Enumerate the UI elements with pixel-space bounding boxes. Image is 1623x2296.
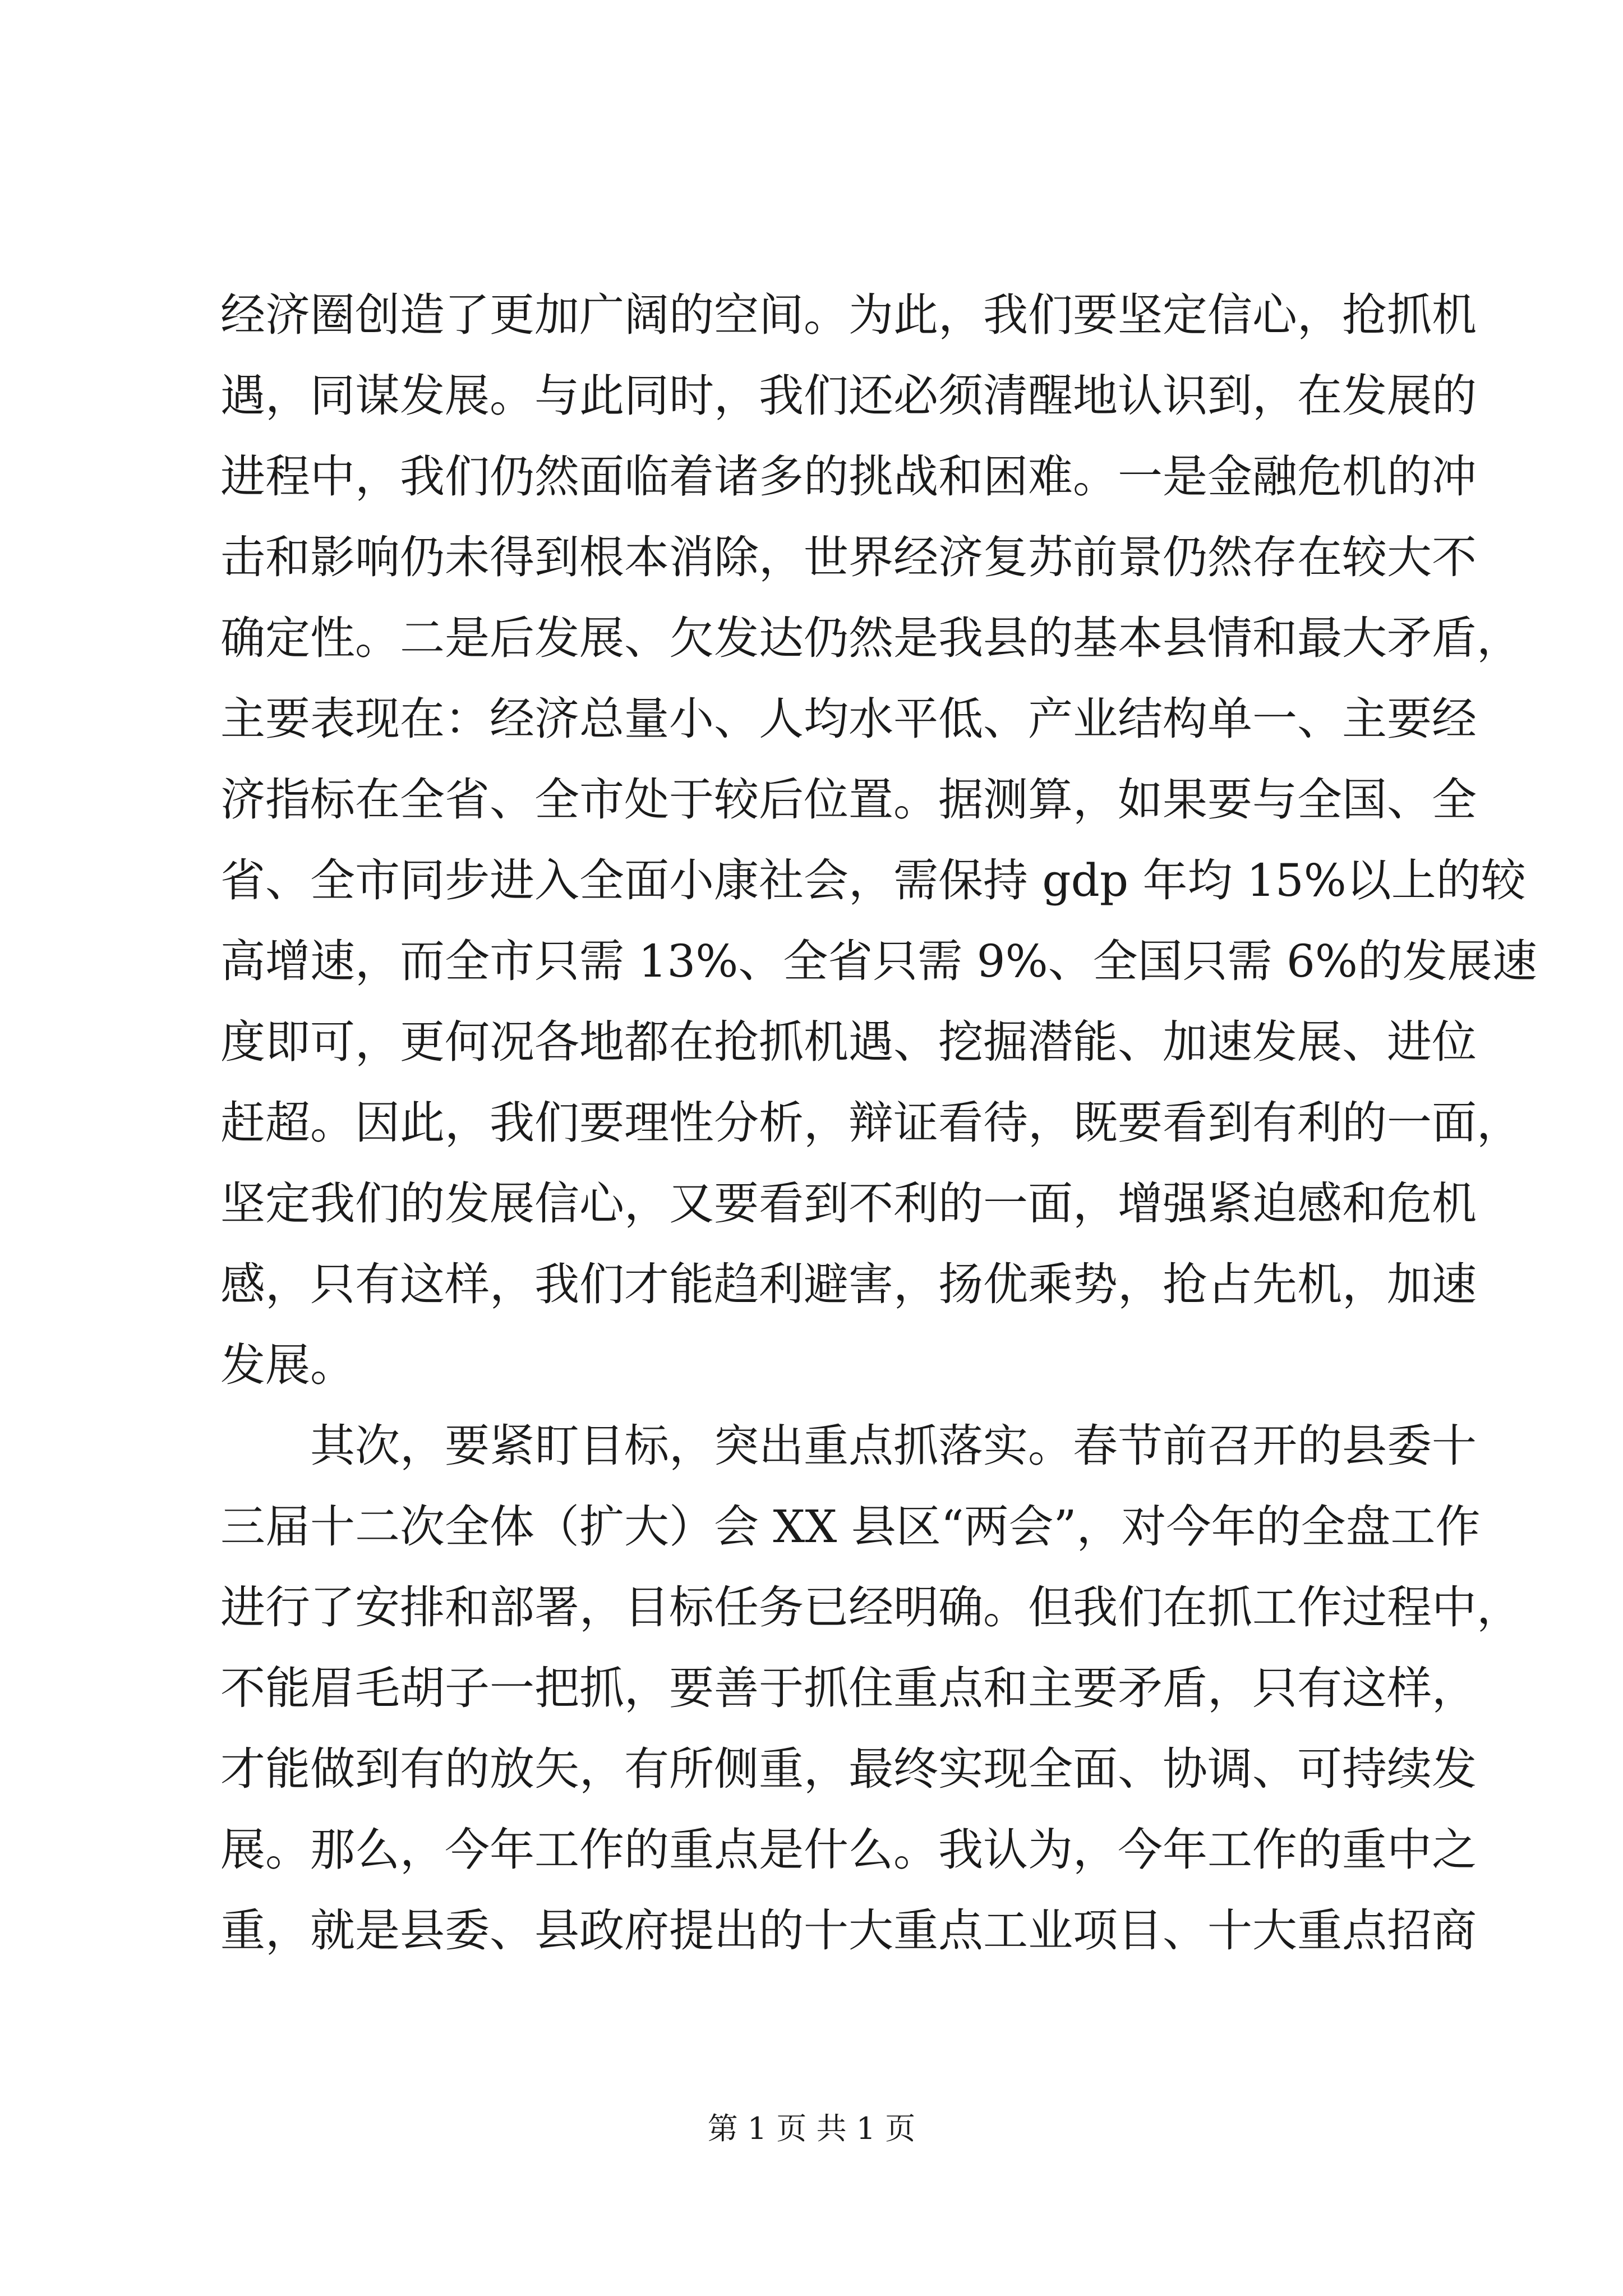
text-line: 不能眉毛胡子一把抓，要善于抓住重点和主要矛盾，只有这样，: [220, 1662, 1477, 1714]
paragraph-2: [220, 1406, 1521, 1971]
text-line: 主要表现在：经济总量小、人均水平低、产业结构单一、主要经: [220, 693, 1477, 745]
text-line: 遇，同谋发展。与此同时，我们还必须清醒地认识到，在发展的: [220, 370, 1477, 422]
document-body: [220, 275, 1537, 1971]
text-line: 度即可，更何况各地都在抢抓机遇、挖掘潜能、加速发展、进位: [220, 1016, 1477, 1068]
text-line: 赶超。因此，我们要理性分析，辩证看待，既要看到有利的一面，: [220, 1097, 1521, 1149]
text-line: 展。那么，今年工作的重点是什么。我认为，今年工作的重中之: [220, 1824, 1477, 1876]
text-line: 三届十二次全体（扩大）会 XX 县区“两会”，对今年的全盘工作: [220, 1501, 1481, 1553]
page-number: 第 1 页 共 1 页: [707, 2111, 916, 2146]
text-line: 高增速，而全市只需 13%、全省只需 9%、全国只需 6%的发展速: [220, 935, 1537, 987]
text-line: 进行了安排和部署，目标任务已经明确。但我们在抓工作过程中，: [220, 1581, 1521, 1634]
paragraph-1: [220, 275, 1537, 1406]
text-line: 确定性。二是后发展、欠发达仍然是我县的基本县情和最大矛盾，: [220, 612, 1521, 664]
text-line: 坚定我们的发展信心，又要看到不利的一面，增强紧迫感和危机: [220, 1177, 1477, 1230]
text-line: 济指标在全省、全市处于较后位置。据测算，如果要与全国、全: [220, 774, 1477, 826]
text-line: 才能做到有的放矢，有所侧重，最终实现全面、协调、可持续发: [220, 1743, 1477, 1795]
text-line: 发展。: [220, 1339, 355, 1391]
text-line: 重，就是县委、县政府提出的十大重点工业项目、十大重点招商: [220, 1904, 1477, 1957]
text-line: 其次，要紧盯目标，突出重点抓落实。春节前召开的县委十: [310, 1420, 1477, 1472]
page-footer: [0, 2109, 1623, 2148]
text-line: 进程中，我们仍然面临着诸多的挑战和困难。一是金融危机的冲: [220, 450, 1477, 503]
text-line: 省、全市同步进入全面小康社会，需保持 gdp 年均 15%以上的较: [220, 854, 1526, 907]
text-line: 感，只有这样，我们才能趋利避害，扬优乘势，抢占先机，加速: [220, 1258, 1477, 1310]
text-line: 经济圈创造了更加广阔的空间。为此，我们要坚定信心，抢抓机: [220, 289, 1477, 341]
text-line: 击和影响仍未得到根本消除，世界经济复苏前景仍然存在较大不: [220, 531, 1477, 583]
